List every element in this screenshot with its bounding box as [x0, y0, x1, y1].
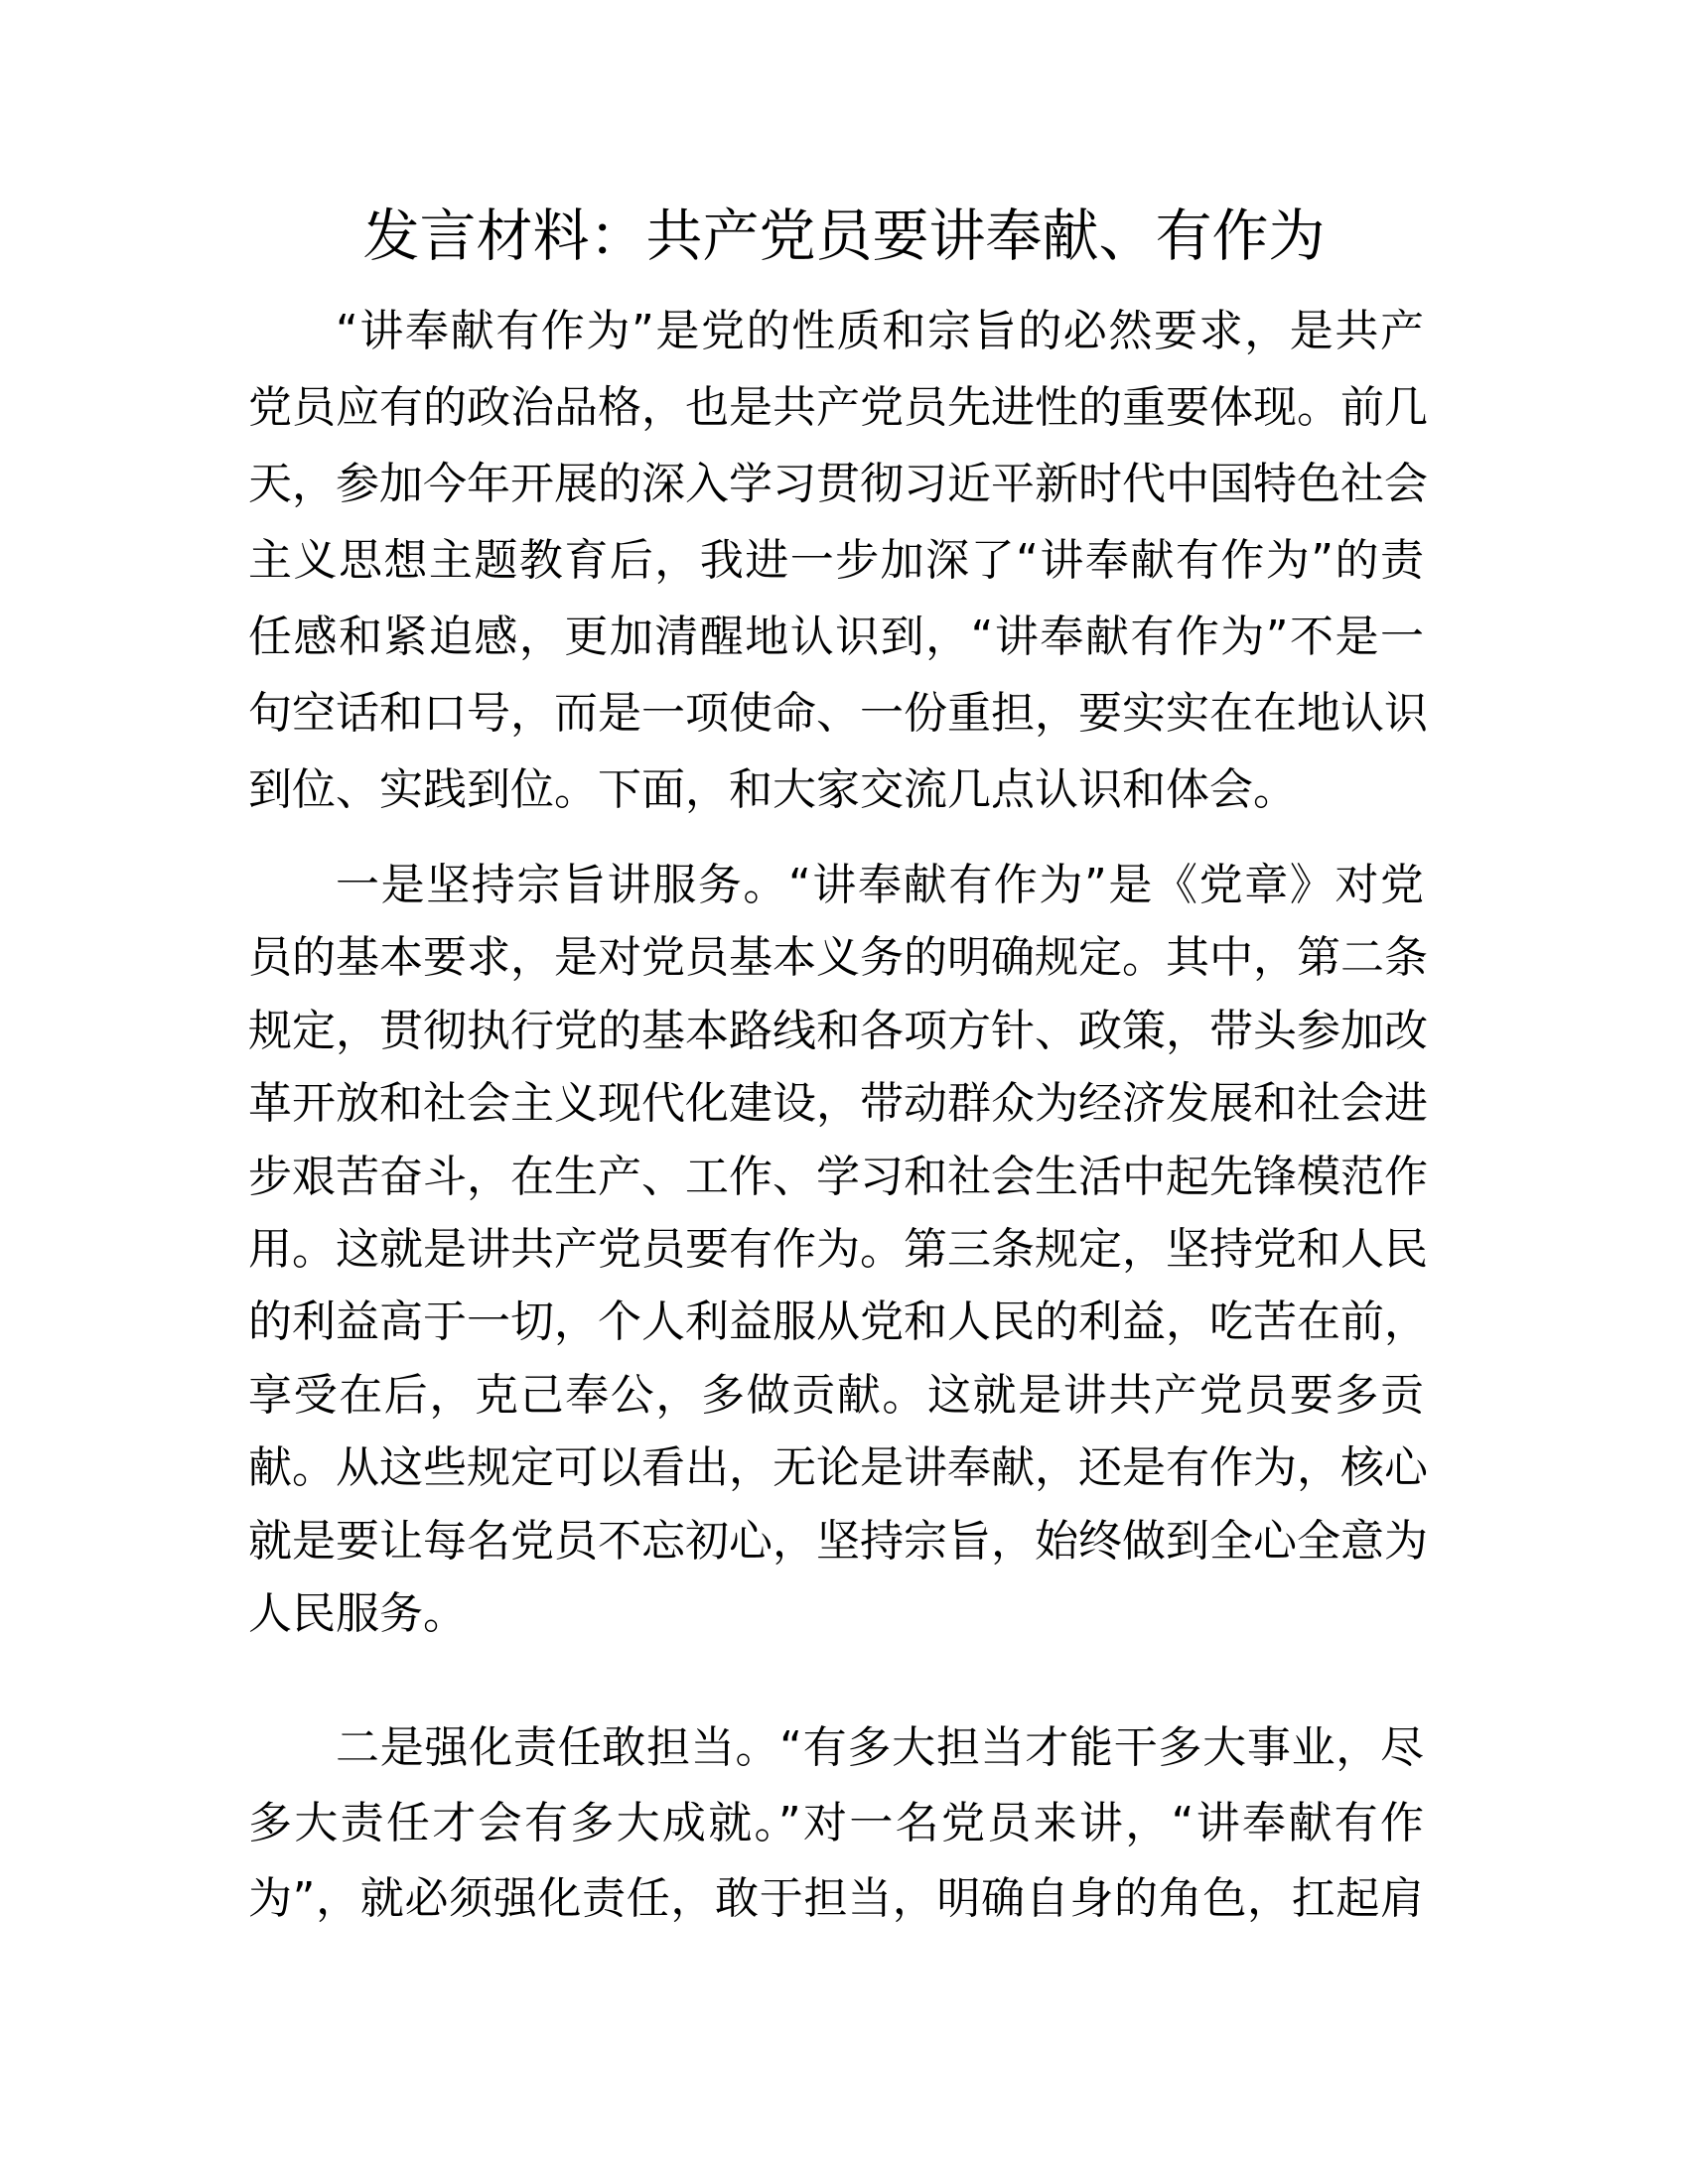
text-line: 主义思想主题教育后，我进一步加深了“讲奉献有作为”的责 [248, 535, 1424, 586]
text-line: 任感和紧迫感，更加清醒地认识到，“讲奉献有作为”不是一 [248, 612, 1424, 662]
text-line: 到位、实践到位。下面，和大家交流几点认识和体会。 [248, 764, 1297, 815]
text-line: 一是坚持宗旨讲服务。“讲奉献有作为”是《党章》对党 [336, 860, 1424, 910]
text-line: 的利益高于一切，个人利益服从党和人民的利益，吃苦在前， [248, 1297, 1428, 1348]
text-line: 二是强化责任敢担当。“有多大担当才能干多大事业，尽 [336, 1722, 1424, 1773]
text-line: 革开放和社会主义现代化建设，带动群众为经济发展和社会进 [248, 1078, 1428, 1130]
text-line: 享受在后，克己奉公，多做贡献。这就是讲共产党员要多贡 [248, 1369, 1424, 1421]
text-line: 多大责任才会有多大成就。”对一名党员来讲，“讲奉献有作 [248, 1798, 1424, 1848]
text-line: 员的基本要求，是对党员基本义务的明确规定。其中，第二条 [248, 932, 1428, 984]
paragraph-point-one [248, 849, 1428, 1650]
text-line: 为”，就必须强化责任，敢于担当，明确自身的角色，扛起肩 [248, 1873, 1424, 1924]
text-line: “讲奉献有作为”是党的性质和宗旨的必然要求，是共产 [336, 306, 1424, 356]
text-line: 人民服务。 [248, 1587, 467, 1639]
text-line: 句空话和口号，而是一项使命、一份重担，要实实在在地认识 [248, 688, 1428, 739]
text-line: 天，参加今年开展的深入学习贯彻习近平新时代中国特色社会 [248, 459, 1428, 509]
paragraph-point-two [248, 1710, 1424, 1937]
text-line: 就是要让每名党员不忘初心，坚持宗旨，始终做到全心全意为 [248, 1515, 1428, 1567]
text-line: 规定，贯彻执行党的基本路线和各项方针、政策，带头参加改 [248, 1005, 1428, 1056]
paragraph-intro [248, 293, 1428, 828]
text-line: 献。从这些规定可以看出，无论是讲奉献，还是有作为，核心 [248, 1442, 1428, 1494]
text-line: 用。这就是讲共产党员要有作为。第三条规定，坚持党和人民 [248, 1223, 1428, 1275]
text-line: 党员应有的政治品格，也是共产党员先进性的重要体现。前几 [248, 382, 1428, 433]
text-line: 步艰苦奋斗，在生产、工作、学习和社会生活中起先锋模范作 [248, 1151, 1428, 1202]
document-title: 发言材料：共产党员要讲奉献、有作为 [362, 204, 1326, 269]
